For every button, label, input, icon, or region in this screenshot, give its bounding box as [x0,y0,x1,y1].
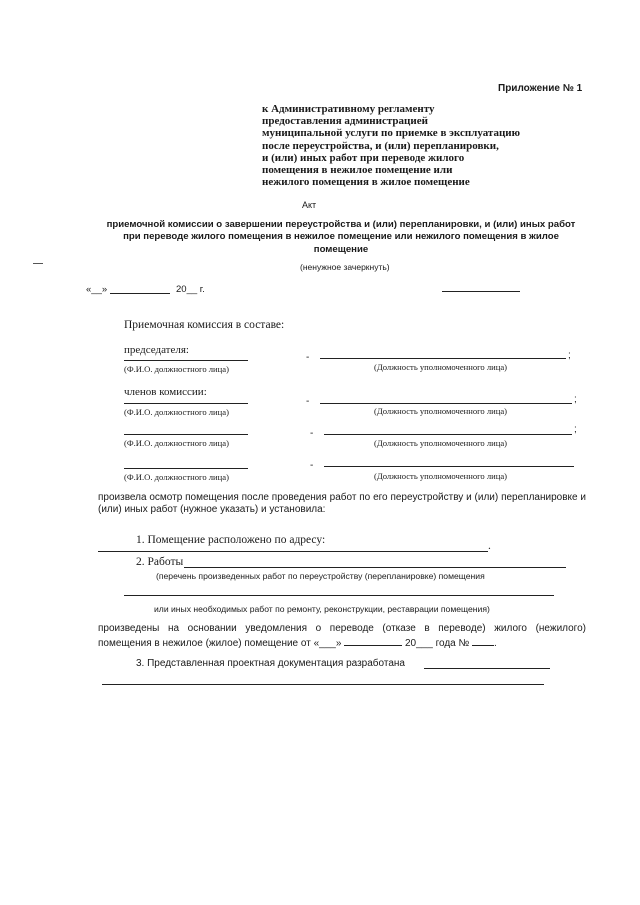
member-position-line [324,466,574,467]
basis-text: помещения в нежилое (жилое) помещение от [98,638,311,649]
inspection-paragraph: произвела осмотр помещения после проведения работ по его переустройству и (или) перепланировке и (или) иных работ (нужное указать) и установила: [98,492,586,515]
fio-caption: (Ф.И.О. должностного лица) [124,407,229,417]
regulation-line: к Административному регламенту [262,103,435,115]
act-date-day: «__» [86,284,108,295]
date-month-line [110,293,170,294]
member-fio-line [124,403,248,404]
position-caption: (Должность уполномоченного лица) [374,438,508,448]
scan-mark [33,263,43,264]
members-label: членов комиссии: [124,386,207,398]
fio-caption: (Ф.И.О. должностного лица) [124,472,229,482]
act-subject [86,219,596,256]
basis-month-line [344,636,402,646]
basis-end: . [494,638,497,649]
place-line [442,291,520,292]
basis-number-line [472,636,494,646]
member-position-line [324,434,572,435]
semicolon: ; [574,424,577,435]
chairman-position-line [320,358,566,359]
basis-year: 20___ [404,638,433,649]
fio-caption: (Ф.И.О. должностного лица) [124,364,229,374]
position-caption: (Должность уполномоченного лица) [374,406,508,416]
works-line [184,567,566,568]
semicolon: ; [568,350,571,361]
member-position-line [320,403,572,404]
commission-intro: Приемочная комиссия в составе: [124,319,285,331]
chairman-label: председателя: [124,344,189,356]
regulation-line: помещения в нежилое помещение или [262,164,453,177]
chairman-fio-line [124,360,248,361]
subject-line: при переводе жилого помещения в нежилое помещение или нежилого помещения в жилое [123,231,559,243]
works-caption-2: или иных необходимых работ по ремонту, реконструкции, реставрации помещения) [154,604,490,614]
regulation-line: и (или) иных работ при переводе жилого [262,151,465,164]
basis-line-1: произведены на основании уведомления о переводе (отказе в переводе) жилого (нежилого) [98,623,586,634]
regulation-line: после переустройства, и (или) перепланировки, [262,139,499,152]
project-line-2 [102,684,544,685]
dash: - [310,428,314,439]
subject-line: приемочной комиссии о завершении переустройства и (или) перепланировки, и (или) иных работ [106,219,576,230]
dash: - [310,460,314,471]
semicolon: ; [574,394,577,405]
regulation-reference [262,103,520,188]
position-caption: (Должность уполномоченного лица) [374,362,508,372]
project-line [424,668,550,669]
dash: - [306,352,310,363]
item-works-label: 2. Работы [136,556,184,568]
appendix-number: Приложение № 1 [498,83,583,94]
regulation-line: предоставления администрацией [262,115,428,128]
works-caption: (перечень произведенных работ по переустройству (перепланировке) помещения [156,571,485,581]
subject-line: помещение [313,243,369,255]
position-caption: (Должность уполномоченного лица) [374,471,508,481]
works-line-2 [124,595,554,596]
item-address-label: 1. Помещение расположено по адресу: [136,534,326,546]
regulation-line: муниципальной услуги по приемке в эксплуатацию [262,127,521,140]
basis-number-label: года № [435,638,470,649]
fio-caption: (Ф.И.О. должностного лица) [124,438,229,448]
dash: - [306,396,310,407]
address-line [98,551,488,552]
basis-line-2 [98,636,497,649]
item-address-end: . [488,540,491,552]
strike-note: (ненужное зачеркнуть) [300,262,390,272]
act-title: Акт [302,200,317,210]
member-fio-line [124,434,248,435]
act-date-year: 20__ г. [176,284,205,295]
member-fio-line [124,468,248,469]
basis-date-day: «___» [313,638,342,649]
regulation-line: нежилого помещения в жилое помещение [262,176,470,189]
item-project-label: 3. Представленная проектная документация разработана [136,658,405,669]
